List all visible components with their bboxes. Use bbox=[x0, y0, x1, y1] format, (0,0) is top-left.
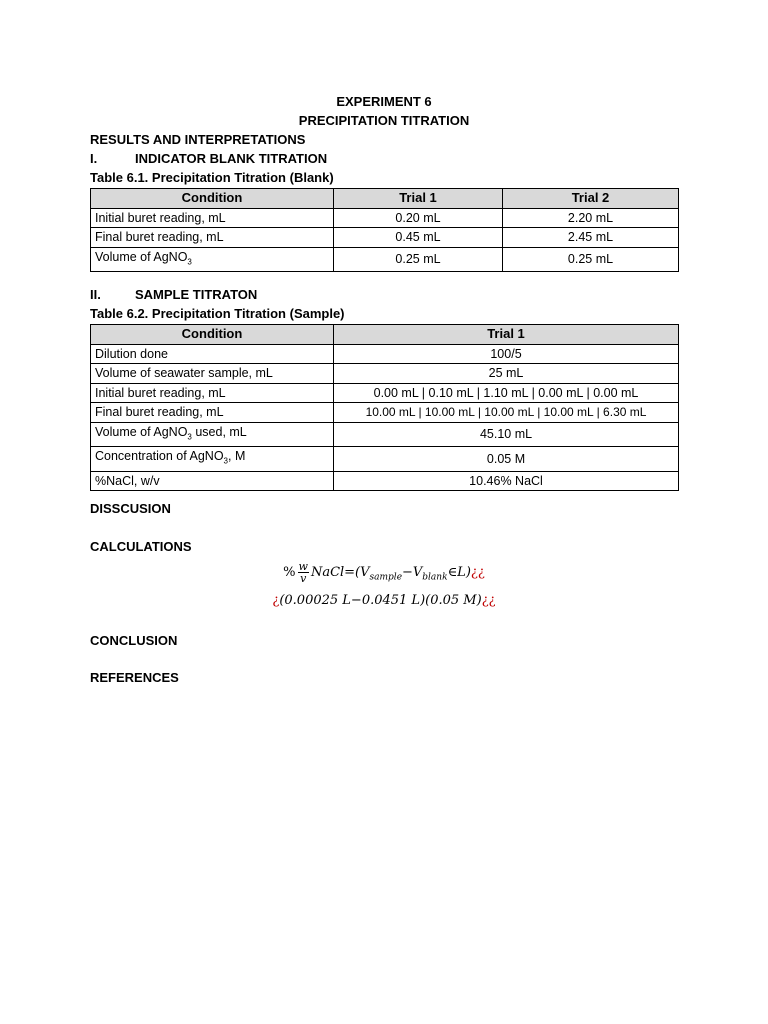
equation-line-2 bbox=[0, 593, 768, 608]
cell-condition: Initial buret reading, mL bbox=[91, 208, 334, 228]
equation-text: −V bbox=[402, 565, 423, 580]
table-row bbox=[91, 447, 679, 472]
header-condition: Condition bbox=[91, 189, 334, 209]
header-trial1: Trial 1 bbox=[334, 189, 503, 209]
document-subtitle: PRECIPITATION TITRATION bbox=[298, 113, 470, 128]
section1-heading bbox=[90, 151, 327, 166]
cell-condition: Initial buret reading, mL bbox=[91, 383, 334, 403]
conclusion-heading: CONCLUSION bbox=[90, 633, 178, 648]
condition-tail: used, mL bbox=[191, 424, 247, 439]
error-glyphs: ¿¿ bbox=[481, 593, 496, 608]
cell-condition: Volume of seawater sample, mL bbox=[91, 364, 334, 384]
section1-number: I. bbox=[90, 151, 98, 166]
section2-heading bbox=[90, 287, 257, 302]
cell-condition bbox=[91, 247, 334, 272]
cell-trial1: 100/5 bbox=[334, 344, 679, 364]
subscript: 3 bbox=[187, 432, 192, 441]
table1-caption: Table 6.1. Precipitation Titration (Blank) bbox=[90, 170, 334, 185]
cell-condition bbox=[91, 422, 334, 447]
equation-text: (0.00025 L−0.0451 L)(0.05 M) bbox=[279, 593, 482, 608]
document-title: EXPERIMENT 6 bbox=[336, 94, 432, 109]
error-glyphs: ¿¿ bbox=[470, 565, 485, 580]
sample-titration-table bbox=[90, 324, 679, 491]
cell-condition: Final buret reading, mL bbox=[91, 403, 334, 423]
discussion-heading: DISSCUSION bbox=[90, 501, 171, 516]
cell-trial1: 0.05 M bbox=[334, 447, 679, 472]
header-trial2: Trial 2 bbox=[503, 189, 679, 209]
cell-condition: Dilution done bbox=[91, 344, 334, 364]
calculations-heading: CALCULATIONS bbox=[90, 539, 192, 554]
cell-trial1: 25 mL bbox=[334, 364, 679, 384]
results-heading: RESULTS AND INTERPRETATIONS bbox=[90, 132, 306, 147]
cell-condition bbox=[91, 447, 334, 472]
table-row bbox=[91, 383, 679, 403]
fraction-denominator: v bbox=[300, 572, 307, 585]
percent-sign: % bbox=[283, 565, 296, 580]
table-row bbox=[91, 208, 679, 228]
blank-titration-table bbox=[90, 188, 679, 272]
subscript: 3 bbox=[223, 456, 228, 466]
cell-trial1: 10.00 mL | 10.00 mL | 10.00 mL | 10.00 mL | 6.30 mL bbox=[334, 403, 679, 423]
subscript: 3 bbox=[187, 257, 192, 266]
table-row bbox=[91, 403, 679, 423]
fraction-numerator: w bbox=[298, 560, 308, 573]
condition-text: Volume of AgNO bbox=[95, 424, 188, 439]
table-header-row bbox=[91, 189, 679, 209]
section2-number: II. bbox=[90, 287, 101, 302]
table-header-row bbox=[91, 325, 679, 345]
error-glyphs: ¿ bbox=[272, 593, 280, 608]
cell-trial1: 0.20 mL bbox=[334, 208, 503, 228]
cell-trial1: 0.00 mL | 0.10 mL | 1.10 mL | 0.00 mL | 0.00 mL bbox=[334, 383, 679, 403]
cell-trial1: 45.10 mL bbox=[334, 422, 679, 447]
header-trial1: Trial 1 bbox=[334, 325, 679, 345]
table-row bbox=[91, 364, 679, 384]
section2-label: SAMPLE TITRATON bbox=[135, 287, 258, 302]
references-heading: REFERENCES bbox=[90, 670, 179, 685]
cell-condition: Final buret reading, mL bbox=[91, 228, 334, 248]
cell-trial1: 0.25 mL bbox=[334, 247, 503, 272]
condition-text: Concentration of AgNO bbox=[95, 449, 224, 463]
cell-condition: %NaCl, w/v bbox=[91, 471, 334, 491]
cell-trial1: 10.46% NaCl bbox=[334, 471, 679, 491]
table-row bbox=[91, 471, 679, 491]
table-row bbox=[91, 247, 679, 272]
w-over-v-fraction bbox=[298, 561, 309, 584]
cell-trial1: 0.45 mL bbox=[334, 228, 503, 248]
subscript-sample: sample bbox=[369, 572, 403, 583]
equation-text: ∈L) bbox=[447, 565, 471, 580]
condition-tail: , M bbox=[228, 449, 246, 463]
cell-trial2: 2.45 mL bbox=[503, 228, 679, 248]
subscript-blank: blank bbox=[422, 572, 448, 583]
table-row bbox=[91, 344, 679, 364]
table-row bbox=[91, 228, 679, 248]
condition-text: Volume of AgNO bbox=[95, 249, 188, 264]
equation-text: NaCl=(V bbox=[310, 565, 370, 580]
cell-trial2: 0.25 mL bbox=[503, 247, 679, 272]
table-row bbox=[91, 422, 679, 447]
section1-label: INDICATOR BLANK TITRATION bbox=[135, 151, 328, 166]
header-condition: Condition bbox=[91, 325, 334, 345]
table2-caption: Table 6.2. Precipitation Titration (Sample) bbox=[90, 306, 345, 321]
equation-line-1 bbox=[0, 561, 768, 584]
cell-trial2: 2.20 mL bbox=[503, 208, 679, 228]
